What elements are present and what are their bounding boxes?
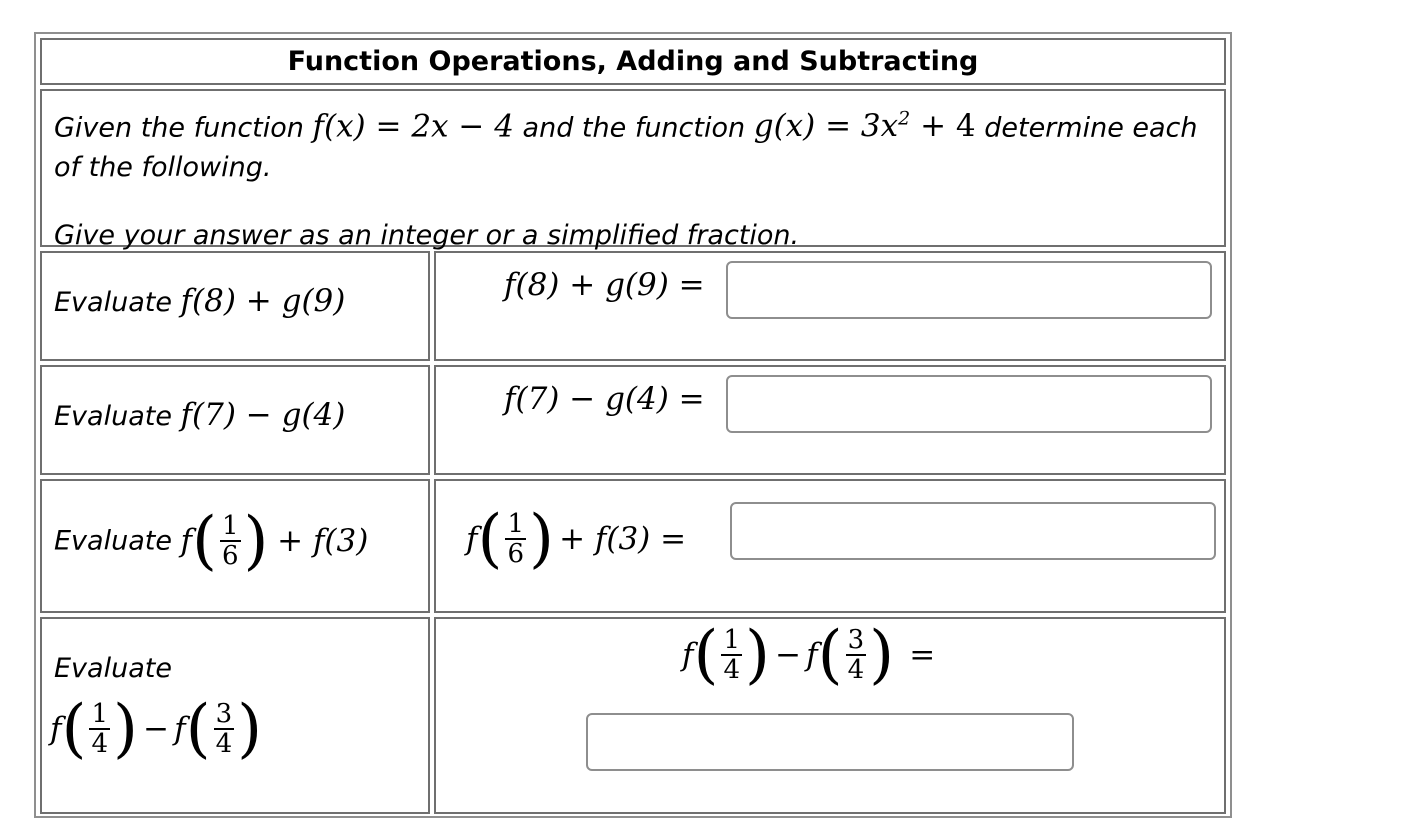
- numerator: 1: [507, 509, 524, 539]
- f-definition: f(x) = 2x − 4: [312, 108, 514, 145]
- numerator: 3: [215, 699, 233, 729]
- prompt-instruction: Give your answer as an integer or a simplified fraction.: [54, 220, 800, 252]
- function-f: f: [682, 637, 694, 673]
- problem-3-label: [54, 504, 369, 578]
- evaluate-text: Evaluate: [54, 401, 172, 432]
- fraction-three-fourths: [214, 700, 235, 758]
- problem-3-answer-input[interactable]: [730, 502, 1216, 560]
- problem-table: [34, 32, 1232, 818]
- right-paren: ): [237, 692, 263, 766]
- left-paren: (: [185, 692, 211, 766]
- right-paren: ): [745, 618, 770, 692]
- denominator: 4: [723, 655, 740, 685]
- prompt-and-text: and the function: [522, 112, 746, 144]
- function-f: f: [50, 711, 62, 747]
- denominator: 4: [847, 655, 865, 685]
- function-f: f: [174, 711, 186, 747]
- problem-3-equation: [466, 502, 687, 576]
- problem-4-label: Evaluate: [54, 653, 172, 684]
- right-paren: ): [243, 504, 269, 578]
- right-paren: ): [529, 502, 554, 576]
- g-def-exponent: 2: [898, 108, 911, 130]
- problem-1-answer-cell: [434, 251, 1226, 361]
- numerator: 3: [847, 625, 865, 655]
- g-def-tail: + 4: [920, 108, 976, 145]
- problem-2-answer-input[interactable]: [726, 375, 1212, 433]
- minus-sign: −: [775, 637, 802, 673]
- problem-4-answer-cell: [434, 617, 1226, 814]
- fraction-one-fourth: [721, 626, 742, 684]
- fraction-three-fourths: [846, 626, 867, 684]
- evaluate-text: Evaluate: [54, 525, 172, 557]
- evaluate-text: Evaluate: [54, 287, 172, 318]
- minus-sign: −: [143, 711, 170, 747]
- problem-2-expression: f(7) − g(4): [180, 397, 346, 433]
- equals-sign: =: [909, 637, 936, 673]
- denominator: 4: [91, 729, 108, 759]
- problem-1-label: [54, 283, 345, 319]
- problem-4-equation: [682, 618, 936, 692]
- left-paren: (: [693, 618, 719, 692]
- fraction-one-sixth: [220, 512, 241, 570]
- problem-3-label-cell: [40, 479, 430, 613]
- denominator: 4: [215, 729, 233, 759]
- numerator: 1: [723, 625, 740, 655]
- right-paren: ): [869, 618, 895, 692]
- g-def-base: g(x) = 3x: [753, 108, 899, 145]
- g-definition: [754, 108, 976, 144]
- problem-1-answer-input[interactable]: [726, 261, 1212, 319]
- problem-2-label: [54, 397, 345, 433]
- fraction-one-fourth: [89, 700, 110, 758]
- problem-3-answer-cell: [434, 479, 1226, 613]
- numerator: 1: [222, 511, 239, 541]
- problem-4-label-cell: [40, 617, 430, 814]
- left-paren: (: [61, 692, 87, 766]
- function-f: f: [806, 637, 818, 673]
- left-paren: (: [192, 504, 217, 578]
- prompt-line-1: [54, 99, 1212, 148]
- problem-1-label-cell: [40, 251, 430, 361]
- right-paren: ): [113, 692, 138, 766]
- left-paren: (: [817, 618, 843, 692]
- problem-2-answer-cell: [434, 365, 1226, 475]
- problem-3-eq-rest: + f(3) =: [559, 521, 687, 557]
- problem-1-equation: f(8) + g(9) =: [504, 267, 705, 303]
- fraction-one-sixth: [505, 510, 526, 568]
- problem-1-expression: f(8) + g(9): [180, 283, 346, 319]
- function-f: f: [466, 521, 478, 557]
- denominator: 6: [222, 541, 239, 571]
- numerator: 1: [91, 699, 108, 729]
- prompt-given-text: Given the function: [54, 112, 304, 144]
- problem-4-answer-input[interactable]: [586, 713, 1074, 771]
- problem-prompt: [40, 89, 1226, 252]
- left-paren: (: [477, 502, 503, 576]
- denominator: 6: [507, 539, 524, 569]
- function-f: f: [180, 523, 193, 559]
- problem-4-expression: [50, 692, 263, 766]
- prompt-line-2: of the following.: [54, 152, 272, 184]
- page-title: Function Operations, Adding and Subtracting: [40, 38, 1226, 85]
- problem-2-label-cell: [40, 365, 430, 475]
- prompt-line1-end: determine each: [984, 112, 1198, 144]
- problem-2-equation: f(7) − g(4) =: [504, 381, 705, 417]
- problem-3-rest: + f(3): [277, 523, 369, 559]
